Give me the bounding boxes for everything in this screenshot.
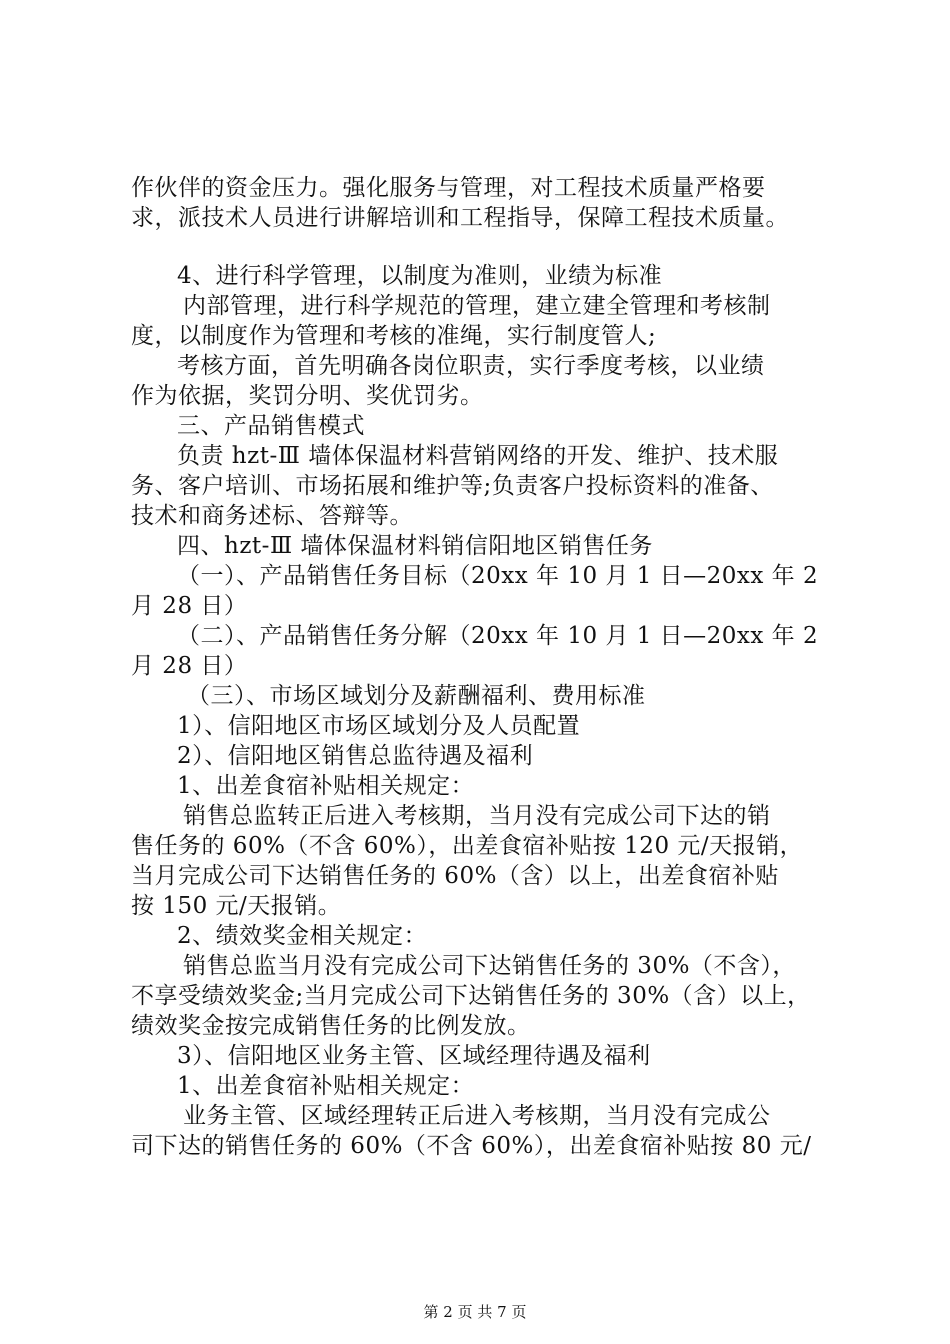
paragraph-line: 作伙伴的资金压力。强化服务与管理，对工程技术质量严格要 xyxy=(131,175,766,201)
paragraph-line: 技术和商务述标、答辩等。 xyxy=(131,503,413,529)
paragraph-line: 按 150 元/天报销。 xyxy=(131,893,342,919)
subsection-heading: （一）、产品销售任务目标（20xx 年 10 月 1 日—20xx 年 2 xyxy=(177,563,819,589)
list-item: 1、出差食宿补贴相关规定： xyxy=(177,1073,475,1099)
list-item: 2、绩效奖金相关规定： xyxy=(177,923,428,949)
paragraph-line: 月 28 日） xyxy=(131,653,248,679)
paragraph-line: 务、客户培训、市场拓展和维护等;负责客户投标资料的准备、 xyxy=(131,473,774,499)
list-item: 1、出差食宿补贴相关规定： xyxy=(177,773,475,799)
paragraph-line: 负责 hzt-Ⅲ 墙体保温材料营销网络的开发、维护、技术服 xyxy=(177,443,779,469)
page-number: 第 2 页 共 7 页 xyxy=(423,1303,527,1321)
paragraph-line: 作为依据，奖罚分明、奖优罚劣。 xyxy=(131,383,484,409)
paragraph-line: 求，派技术人员进行讲解培训和工程指导，保障工程技术质量。 xyxy=(131,205,789,231)
section-heading: 四、hzt-Ⅲ 墙体保温材料销信阳地区销售任务 xyxy=(177,533,653,559)
paragraph-line: 销售总监转正后进入考核期，当月没有完成公司下达的销 xyxy=(183,803,771,829)
paragraph-line: 不享受绩效奖金;当月完成公司下达销售任务的 30%（含）以上， xyxy=(131,983,811,1009)
list-item: 3）、信阳地区业务主管、区域经理待遇及福利 xyxy=(177,1043,651,1069)
paragraph-line: 司下达的销售任务的 60%（不含 60%），出差食宿补贴按 80 元/ xyxy=(131,1133,812,1159)
paragraph-line: 考核方面，首先明确各岗位职责，实行季度考核，以业绩 xyxy=(177,353,765,379)
paragraph-line: 售任务的 60%（不含 60%），出差食宿补贴按 120 元/天报销， xyxy=(131,833,804,859)
section-heading: 4、进行科学管理，以制度为准则，业绩为标准 xyxy=(177,263,663,289)
document-body xyxy=(131,173,851,1161)
paragraph-line: 销售总监当月没有完成公司下达销售任务的 30%（不含）， xyxy=(183,953,796,979)
subsection-heading: （二）、产品销售任务分解（20xx 年 10 月 1 日—20xx 年 2 xyxy=(177,623,819,649)
paragraph-gap xyxy=(131,233,851,261)
paragraph-line: 月 28 日） xyxy=(131,593,248,619)
section-heading: 三、产品销售模式 xyxy=(177,413,365,439)
paragraph-line: 当月完成公司下达销售任务的 60%（含）以上，出差食宿补贴 xyxy=(131,863,779,889)
paragraph-line: 绩效奖金按完成销售任务的比例发放。 xyxy=(131,1013,531,1039)
paragraph-line: 内部管理，进行科学规范的管理，建立建全管理和考核制 xyxy=(183,293,771,319)
paragraph-line: 业务主管、区域经理转正后进入考核期，当月没有完成公 xyxy=(183,1103,771,1129)
list-item: 1）、信阳地区市场区域划分及人员配置 xyxy=(177,713,581,739)
paragraph-line: 度，以制度作为管理和考核的准绳，实行制度管人; xyxy=(131,323,657,349)
list-item: 2）、信阳地区销售总监待遇及福利 xyxy=(177,743,534,769)
subsection-heading: （三）、市场区域划分及薪酬福利、费用标准 xyxy=(187,683,646,709)
